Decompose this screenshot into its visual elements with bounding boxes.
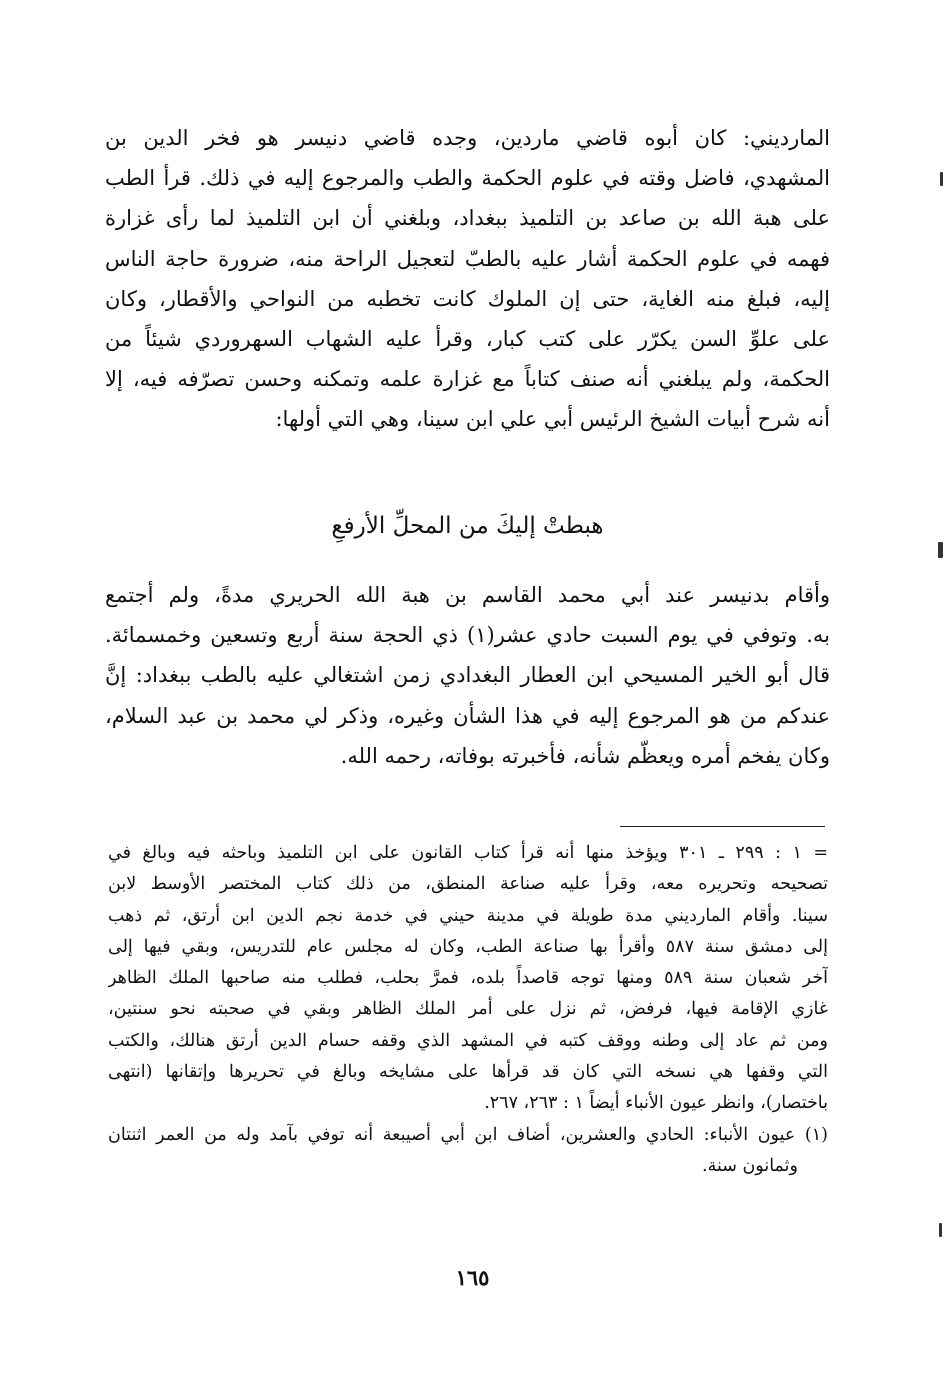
- footnotes: [108, 838, 828, 1182]
- text-line: وكان يفخم أمره ويعظّم شأنه، فأخبرته بوفاته، رحمه الله.: [340, 743, 830, 768]
- text-line: عندكم من هو المرجوع إليه في هذا الشأن وغيره، وذكر لي محمد بن عبد السلام،: [105, 703, 830, 728]
- footnote-line: آخر شعبان سنة ٥٨٩ ومنها توجه قاصداً بلده، فمرَّ بحلب، فطلب منه صاحبها الملك الظاهر: [108, 968, 828, 989]
- footnote-1-line: وثمانون سنة.: [702, 1155, 798, 1176]
- text-line: المشهدي، فاضل وقته في علوم الحكمة والطب والمرجوع إليه في ذلك. قرأ الطب: [105, 166, 830, 191]
- text-line: قال أبو الخير المسيحي ابن العطار البغدادي زمن اشتغالي عليه بالطب ببغداد: إنَّ: [105, 663, 830, 688]
- text-line: على علوِّ السن يكرّر على كتب كبار، وقرأ عليه الشهاب السهروردي شيئاً من: [105, 326, 830, 351]
- footnote-line: غازي الإقامة فيها، فرفض، ثم نزل على أمر الملك الظاهر وبقي في صحبته نحو سنتين،: [108, 999, 828, 1020]
- paragraph-2: [105, 575, 830, 776]
- scan-mark: [938, 542, 943, 558]
- text-line: إليه، فبلغ منه الغاية، حتى إن الملوك كانت تخطبه من النواحي والأقطار، وكان: [105, 286, 830, 311]
- paragraph-1: [105, 118, 830, 440]
- footnote-line: = ١ : ٢٩٩ ـ ٣٠١ ويؤخذ منها أنه قرأ كتاب القانون على ابن التلميذ وباحثه فيه وبالغ في: [108, 843, 828, 863]
- footnote-1-line: (١) عيون الأنباء: الحادي والعشرين، أضاف ابن أبي أصيبعة أنه توفي بآمد وله من العمر اثنتان: [108, 1124, 828, 1145]
- footnote-line: ومن ثم عاد إلى وطنه ووقف كتبه في المشهد الذي وقفه حسام الدين أرتق هنالك، والكتب: [108, 1030, 828, 1051]
- scan-mark: [940, 172, 943, 186]
- footnote-separator: [620, 826, 825, 827]
- text-line: المارديني: كان أبوه قاضي ماردين، وجده قاضي دنيسر هو فخر الدين بن: [105, 126, 830, 150]
- footnote-line: إلى دمشق سنة ٥٨٧ وأقرأ بها صناعة الطب، وكان له مجلس عام للتدريس، وبقي فيها إلى: [108, 936, 828, 957]
- page-number: ١٦٥: [455, 1265, 490, 1290]
- text-line: الحكمة، ولم يبلغني أنه صنف كتاباً مع غزارة علمه وتمكنه وحسن تصرّفه فيه، إلا: [105, 367, 830, 392]
- scan-mark: [939, 1223, 942, 1237]
- text-line: فهمه في علوم الحكمة أشار عليه بالطبّ لتعجيل الراحة منه، ضرورة حاجة الناس: [105, 246, 830, 271]
- text-line: وأقام بدنيسر عند أبي محمد القاسم بن هبة الله الحريري مدةً، ولم أجتمع: [105, 583, 830, 607]
- text-line: أنه شرح أبيات الشيخ الرئيس أبي علي ابن سينا، وهي التي أولها:: [275, 407, 830, 432]
- footnote-line: باختصار)، وانظر عيون الأنباء أيضاً ١ : ٢٦٣، ٢٦٧.: [484, 1093, 828, 1114]
- footnote-line: سينا. وأقام المارديني مدة طويلة في مدينة حيني في خدمة نجم الدين ابن أرتق، ثم ذهب: [108, 905, 828, 926]
- text-line: به. وتوفي في يوم السبت حادي عشر(١) ذي الحجة سنة أربع وتسعين وخمسمائة.: [105, 623, 830, 648]
- footnote-line: التي وقفها هي نسخه التي كان قد قرأها على مشايخه وبالغ في تحريرها وإتقانها (انتهى: [108, 1062, 828, 1083]
- verse-line: هبطتْ إليكَ من المحلِّ الأرفعِ: [331, 513, 604, 539]
- footnote-line: تصحيحه وتحريره معه، وقرأ عليه صناعة المنطق، من ذلك كتاب المختصر الأوسط لابن: [108, 874, 828, 895]
- text-line: على هبة الله بن صاعد بن التلميذ ببغداد، وبلغني أن ابن التلميذ لما رأى غزارة: [105, 206, 830, 231]
